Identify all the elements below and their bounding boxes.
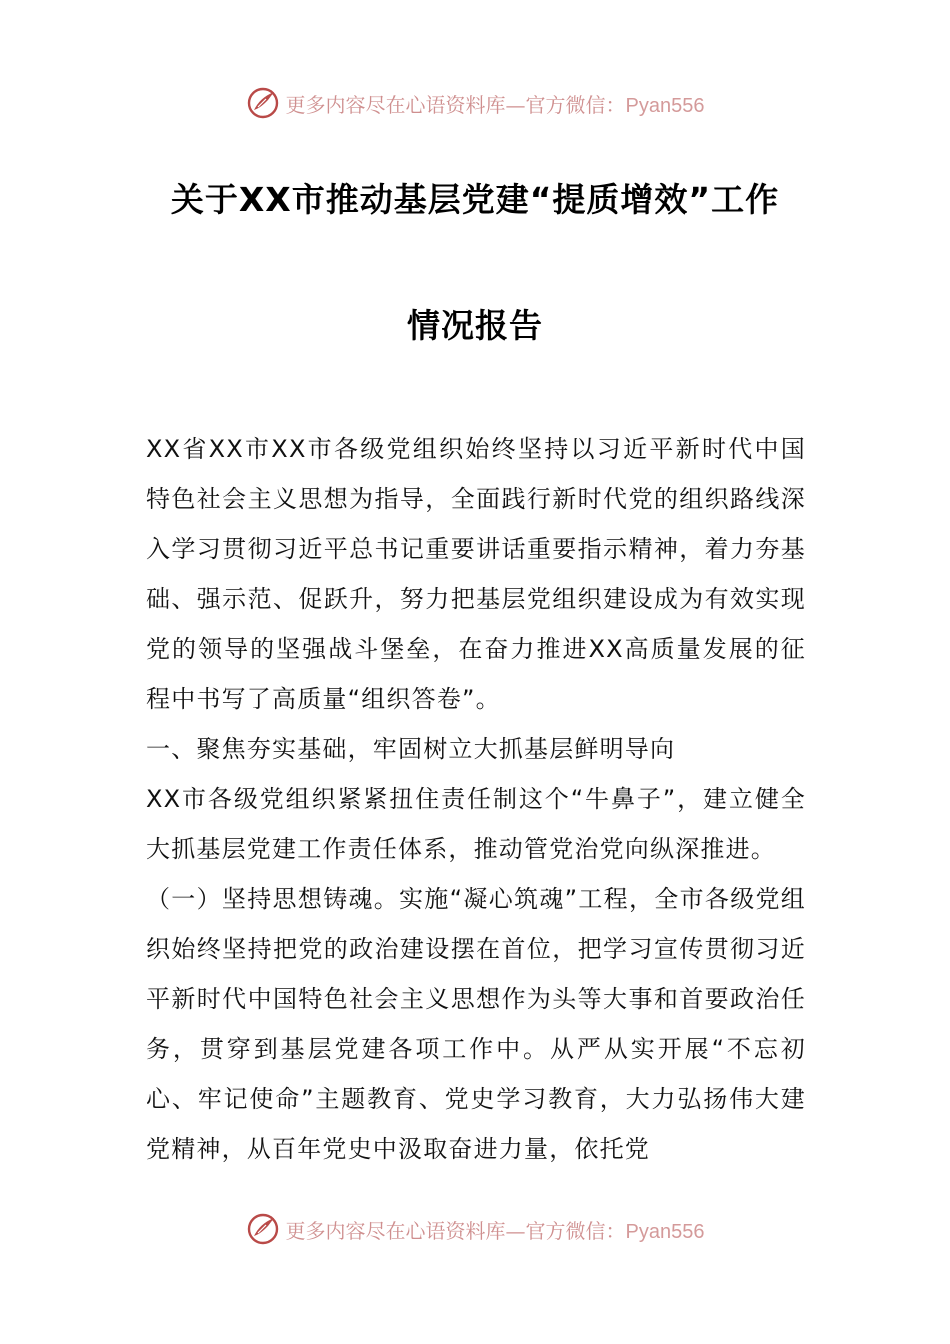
paragraph-subsection-1: （一）坚持思想铸魂。实施“凝心筑魂”工程，全市各级党组织始终坚持把党的政治建设摆在首位，把学习宣传贯彻习近平新时代中国特色社会主义思想作为头等大事和首要政治任务，贯穿到基层党建各项工作中。从严从实开展“不忘初心、牢记使命”主题教育、党史学习教育，大力弘扬伟大建党精神，从百年党史中汲取奋进力量，依托党 [146,885,806,1163]
document-title-line-2: 情况报告 [407,306,543,345]
paragraph-intro: XX省XX市XX市各级党组织始终坚持以习近平新时代中国特色社会主义思想为指导，全面践行新时代党的组织路线深入学习贯彻习近平总书记重要讲话重要指示精神，着力夯基础、强示范、促跃升，努力把基层党组织建设成为有效实现党的领导的坚强战斗堡垒，在奋力推进XX高质量发展的征程中书写了高质量“组织答卷”。 [146,435,806,713]
document-title-line-1: 关于XX市推动基层党建“提质增效”工作 [170,180,780,219]
logo-icon [246,86,280,120]
paragraph-section-1: XX市各级党组织紧紧扭住责任制这个“牛鼻子”，建立健全大抓基层党建工作责任体系，推动管党治党向纵深推进。 [146,785,806,863]
section-heading-1: 一、聚焦夯实基础，牢固树立大抓基层鲜明导向 [146,735,676,763]
watermark-footer [0,1204,950,1254]
watermark-text: 更多内容尽在心语资料库—官方微信：Pyan556 [285,1218,705,1243]
watermark-text: 更多内容尽在心语资料库—官方微信：Pyan556 [285,92,705,117]
logo-icon [246,1212,280,1246]
document-body [146,424,806,1174]
watermark-header [0,78,950,128]
